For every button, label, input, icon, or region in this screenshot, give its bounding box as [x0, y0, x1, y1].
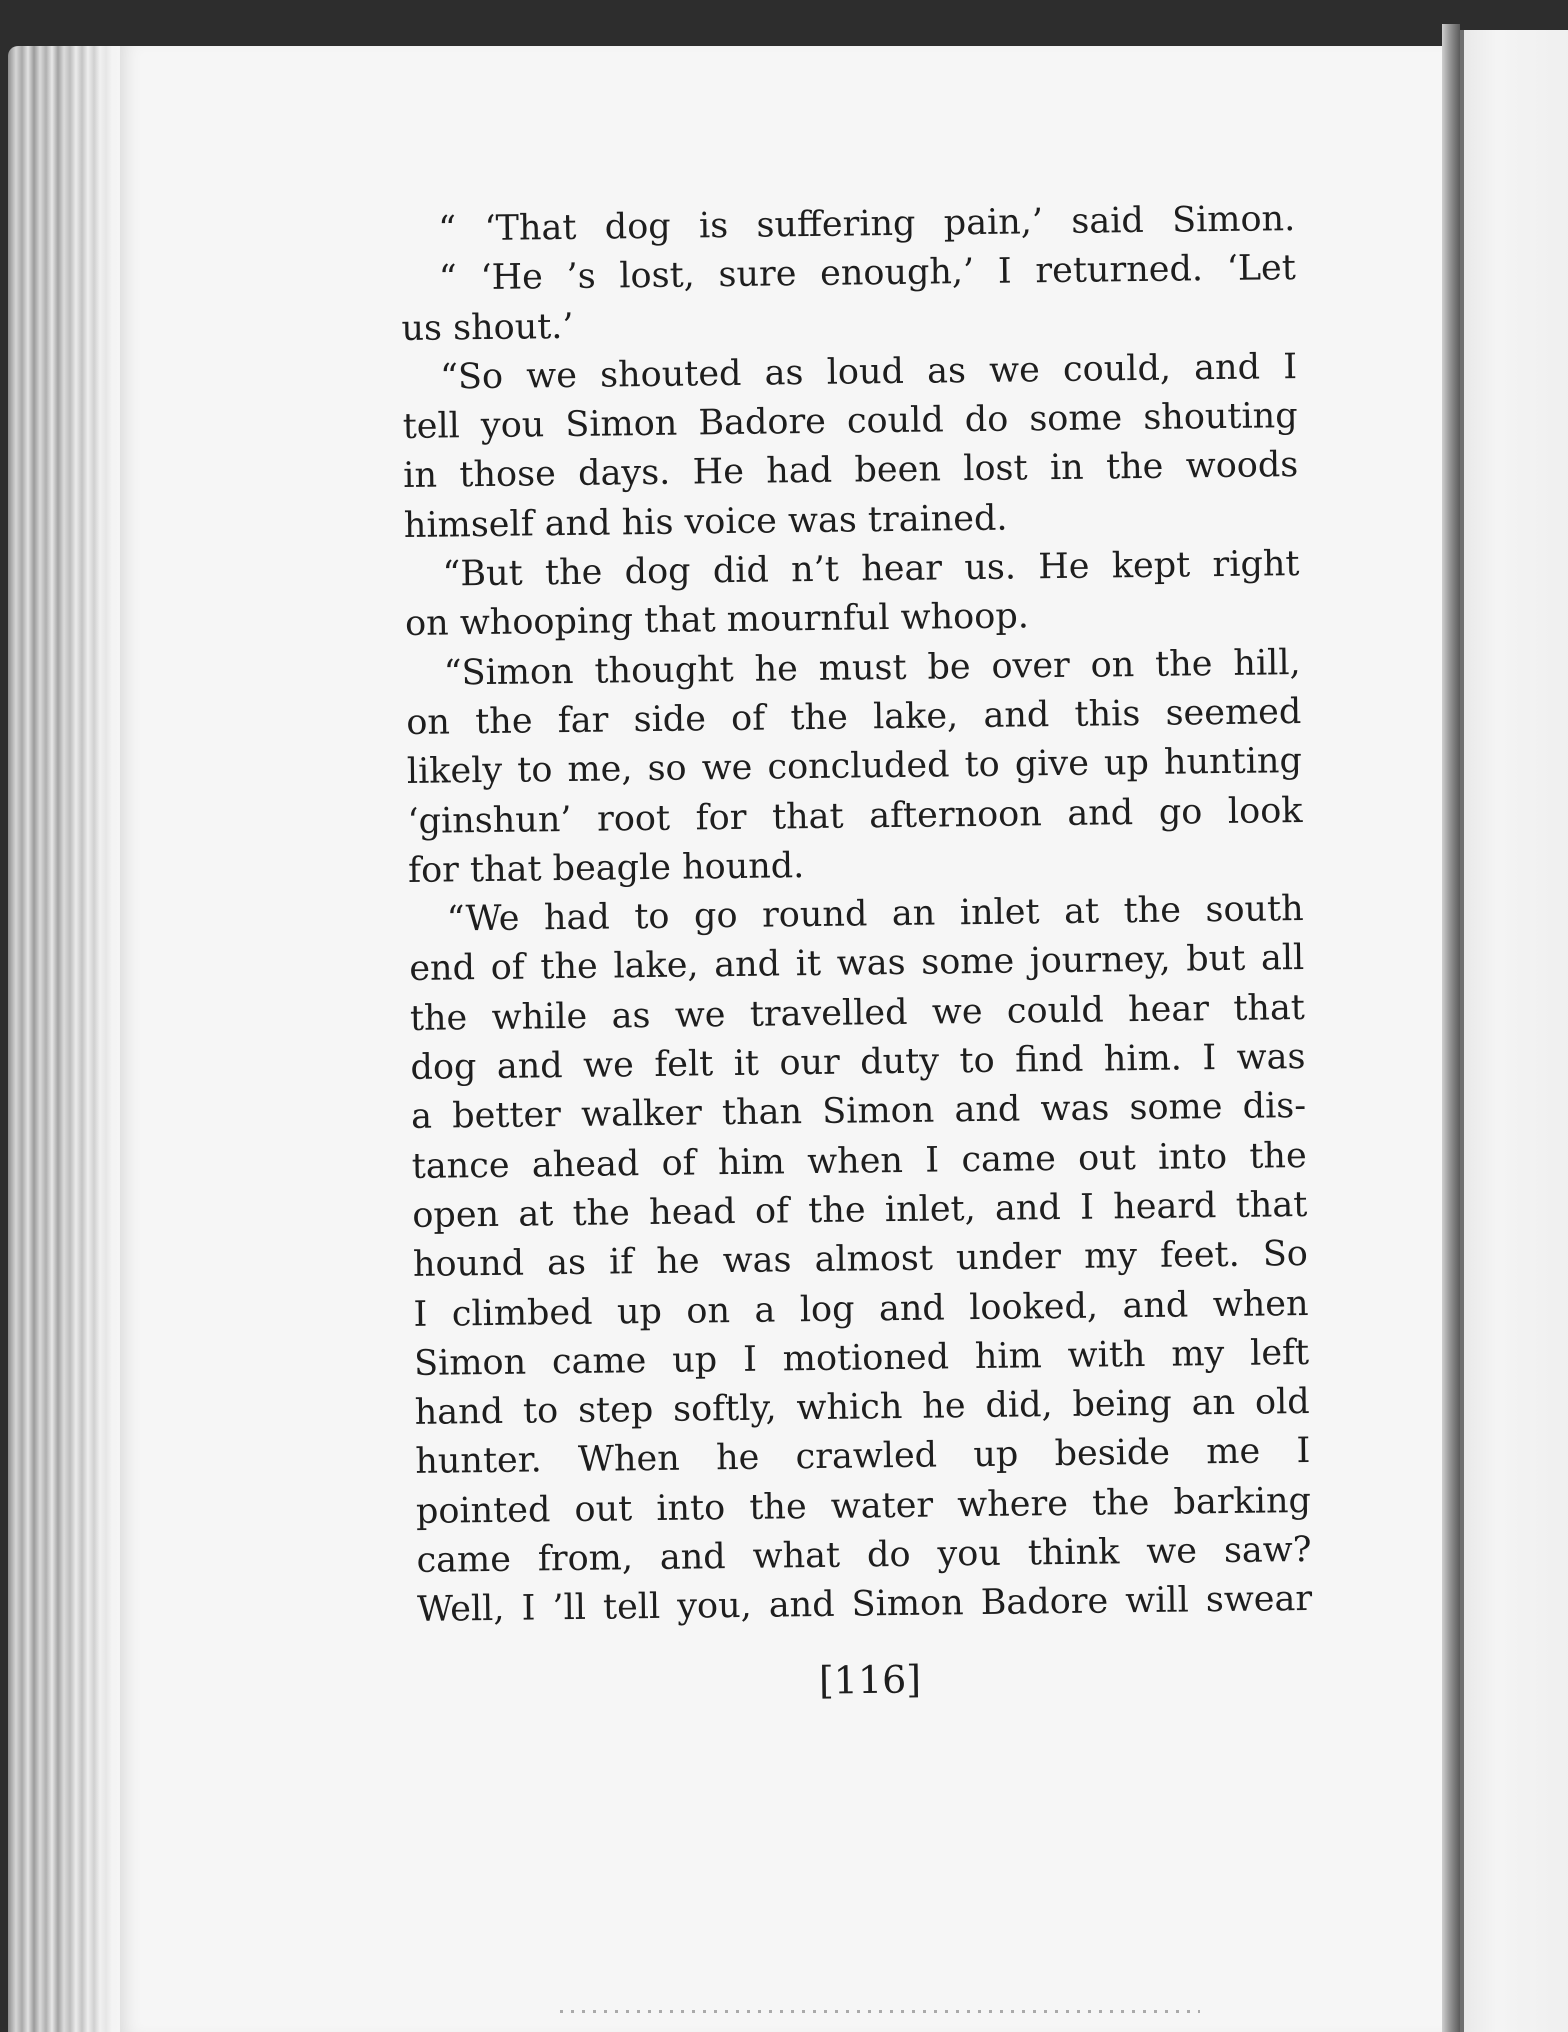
text-line: ‘ginshun’ root for that afternoon and go look — [407, 790, 1303, 842]
text-line: on the far side of the lake, and this seemed — [406, 691, 1302, 743]
page-number: [116] — [818, 1657, 922, 1703]
text-line: likely to me, so we concluded to give up hunting — [406, 741, 1303, 793]
text-line: hand to step softly, which he did, being an old — [414, 1382, 1310, 1434]
body-text — [400, 195, 1312, 1635]
page-bottom-edge — [560, 2010, 1200, 2013]
text-line: “Simon thought he must be over on the hill, — [443, 642, 1301, 694]
book-gutter — [1442, 24, 1460, 2032]
text-line: “So we shouted as loud as we could, and I — [439, 346, 1298, 398]
text-line: came from, and what do you think we saw? — [416, 1529, 1312, 1581]
text-line: I climbed up on a log and looked, and when — [413, 1283, 1309, 1335]
text-line: Simon came up I motioned him with my left — [413, 1332, 1310, 1384]
facing-page-edge — [1460, 30, 1568, 2032]
text-line: hound as if he was almost under my feet. So — [412, 1234, 1309, 1286]
text-line: the while as we travelled we could hear that — [409, 987, 1306, 1039]
text-line: open at the head of the inlet, and I heard that — [412, 1184, 1308, 1236]
text-line: “ ‘He ’s lost, sure enough,’ I returned. ‘Let — [438, 248, 1297, 299]
text-line: tell you Simon Badore could do some shouting — [402, 396, 1298, 448]
text-line: “But the dog did n’t hear us. He kept right — [442, 544, 1300, 595]
text-line: pointed out into the water where the barking — [415, 1480, 1312, 1532]
text-line: “We had to go round an inlet at the south — [446, 889, 1304, 940]
text-line: himself and his voice was trained. — [403, 498, 1008, 546]
text-line: Well, I ’ll tell you, and Simon Badore will swear — [416, 1579, 1313, 1631]
text-line: hunter. When he crawled up beside me I — [415, 1431, 1311, 1483]
text-line: on whooping that mournful whoop. — [404, 596, 1030, 645]
text-line: tance ahead of him when I came out into the — [411, 1135, 1307, 1187]
text-line: us shout.’ — [401, 306, 574, 349]
text-line: dog and we felt it our duty to find him. I was — [410, 1037, 1306, 1088]
text-line: end of the lake, and it was some journey, but all — [409, 938, 1305, 990]
text-line: in those days. He had been lost in the woods — [403, 445, 1299, 497]
text-line: for that beagle hound. — [407, 845, 805, 891]
text-line: a better walker than Simon and was some dis- — [410, 1086, 1307, 1138]
text-line: “ ‘That dog is suffering pain,’ said Simon. — [438, 199, 1296, 250]
